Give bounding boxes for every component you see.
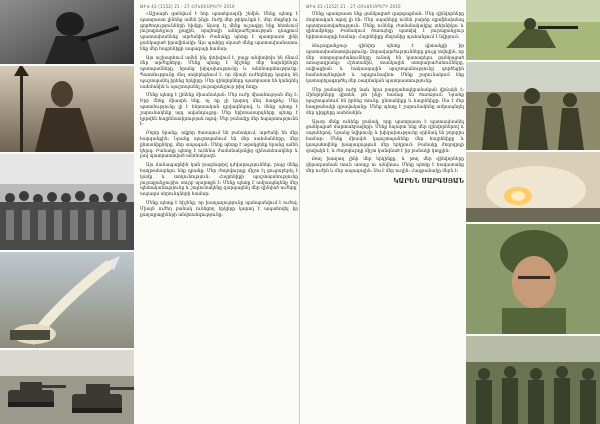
- right-text-column: [306, 4, 464, 418]
- right-photo-column: [466, 0, 600, 424]
- tanks-photo: [0, 350, 134, 424]
- right-paragraph: Թող խաղաղ լինի մեր երկինքը, և թող մեր զինվորները վերադառնան տուն առողջ ու անվնաս։ Մենք պետք է հավատանք մեր ուժին և մեր ապագային։ Սա է մեր ուղին։ Հաղթանակը մերն է։: [306, 157, 464, 174]
- author-signature: ԿԱՐԵՆ ՍԱՐԳՍՅԱՆ: [393, 177, 464, 185]
- left-paragraph: Այս ճանապարհին կան բազմաթիվ դժվարություններ, բայց մենք հաղթահարելու ենք դրանք։ Մեր ժողովուրդը միշտ էլ ցուցաբերել է կամք և տոկունություն։ Հայրենիքի պաշտպանությունը յուրաքանչյուրիս սուրբ պարտքն է։ Մենք պետք է ամրապնդենք մեր պետականությունը և շարունակենք զարգացնել մեր զինված ուժերը՝ ապագա սերունդների համար։: [140, 163, 298, 198]
- right-paragraph: Մեր բանակի ուժը նաև նրա բարոյահոգեբանական վիճակն է։ Զինվորները գիտեն, թե ինչի համար են ծառայում։ Նրանք պաշտպանում են իրենց տունը, ընտանիքը և հայրենիքը։ Սա է մեր հաղթանակի գրավականը։ Մենք պետք է շարունակենք ամրապնդել մեր դիրքերը սահմանին։: [306, 87, 464, 116]
- soldier-portrait-photo: [466, 224, 600, 334]
- left-paragraph: Այս աշխարհում ամեն ինչ փոխվում է, բայց անփոփոխ են մնում մեր արժեքները։ Մենք պետք է հիշենք մեր նախնիների պատգամները, նրանց խիզախությունը և անձնազոհությունը։ Պատմությունը մեզ սովորեցնում է, որ միայն ուժեղները կարող են պաշտպանել իրենց երկիրը։ Մեր զինվորները պատրաստ են կանգնել սահմանին և պաշտպանել յուրաքանչյուր թիզ հողը։: [140, 55, 298, 90]
- military-parade-photo: [0, 154, 134, 250]
- right-paragraph: Յուրաքանչյուր զինվոր պետք է գիտակցի իր պատասխանատվությունը։ Զորավարժությունները ցույց տվեցին, որ մեր ստորաբաժանումները ունակ են կատարելու ցանկացած առաջադրանք։ Հրետանին, տանկային ստորաբաժանումները, ավիացիան և հակաօդային պաշտպանությունը գործեցին համաձայնեցված և արդյունավետ։ Մենք շարունակում ենք կատարելագործել մեր ռազմական պատրաստությունը։: [306, 43, 464, 84]
- soldiers-squad-photo: [466, 62, 600, 150]
- left-paragraph: Մենք պետք է լինենք միասնական։ Մեր ուժը միասնության մեջ է։ Երբ մենք միասին ենք, ոչ ոք չի կարող մեզ հաղթել։ Մեր պատմությունը լի է հերոսական դրվագներով, և մենք պետք է շարունակենք այդ ավանդույթը։ Մեր երիտասարդները պետք է կրթվեն հայրենասիրության ոգով։ Մեր բանակը մեր հպարտությունն է։: [140, 93, 298, 128]
- artillery-fire-photo: [466, 152, 600, 222]
- right-page: [300, 0, 600, 424]
- left-paragraph: Մենք պետք է հիշենք, որ խաղաղությունը պահպանվում է ուժով։ Միայն ուժեղ բանակ ունեցող երկիրը կարող է ապահովել իր քաղաքացիների անվտանգությունը։: [140, 200, 298, 218]
- left-page-header: ԹԻՎ 43 (1152) 21 - 27 ՀՈԿՏԵՄԲԵՐԻ 2010: [140, 4, 235, 9]
- left-paragraph: Բոլոր նրանք, ովքեր ծառայում են բանակում, արժանի են մեր հարգանքին։ Նրանք պաշտպանում են մեր սահմանները, մեր ընտանիքները, մեր ապագան։ Մենք պետք է աջակցենք նրանց ամեն կերպ։ Բանակը պետք է ունենա ժամանակակից զինատեսակներ և լավ պատրաստված անձնակազմ։: [140, 131, 298, 160]
- rocket-launch-photo: [0, 252, 134, 348]
- right-article-body: [306, 12, 464, 175]
- right-page-header: ԹԻՎ 43 (1152) 21 - 27 ՀՈԿՏԵՄԲԵՐԻ 2010: [306, 4, 401, 9]
- soldiers-group-photo: [466, 336, 600, 424]
- right-paragraph: Այսօր մենք ունենք բանակ, որը պատրաստ է պատասխանել ցանկացած մարտահրավերի։ Մենք հպարտ ենք մեր զինվորներով և սպաներով։ Նրանց նվիրումը և խիզախությունը օրինակ են բոլորիս համար։ Մենք միասին կպաշտպանենք մեր հայրենիքը և կապահովենք խաղաղություն մեր երկրում։ Բանակը ժողովրդի զավակն է, և ժողովուրդը միշտ կանգնած է իր բանակի կողքին։: [306, 119, 464, 154]
- historical-warrior-photo: [0, 66, 134, 152]
- soldier-photo-1: [0, 0, 134, 64]
- soldier-firing-photo: [466, 0, 600, 60]
- right-paragraph: Մենք պատրաստ ենք ցանկացած զարգացման։ Մեր զինվորները մարտական ոգով լի են։ Մեր սպաները ունեն բարձր պրոֆեսիոնալ պատրաստվածություն։ Մենք ունենք ժամանակակից տեխնիկա և զինամթերք։ Բանակում ծառայելը պատիվ է յուրաքանչյուր երիտասարդի համար։ Հայրենիքը մեզանից պահանջում է նվիրում։: [306, 12, 464, 41]
- left-text-column: [140, 4, 298, 418]
- left-article-body: [140, 12, 298, 218]
- left-paragraph: «Աշխարհ գտնվում է նոր պատերազմի շեմին։ Մենք պետք է պատրաստ լինենք ամեն ինչի։ Ուժը մեր թիկունքն է, մեր մտքերի ու գործողությունների հիմքը։ Այսօր էլ մենք ուշադիր ենք հետևում յուրաքանչյուր քայլին, որպեսզի անհրաժեշտության դեպքում պատասխանենք արժանին։ Բանակը պետք է պատրաստ լինի ցանկացած իրավիճակի։ Այս պահից սկսած մենք պատասխանատու ենք մեր հայրենիքի ապագայի համար։: [140, 12, 298, 52]
- left-photo-column: [0, 0, 134, 424]
